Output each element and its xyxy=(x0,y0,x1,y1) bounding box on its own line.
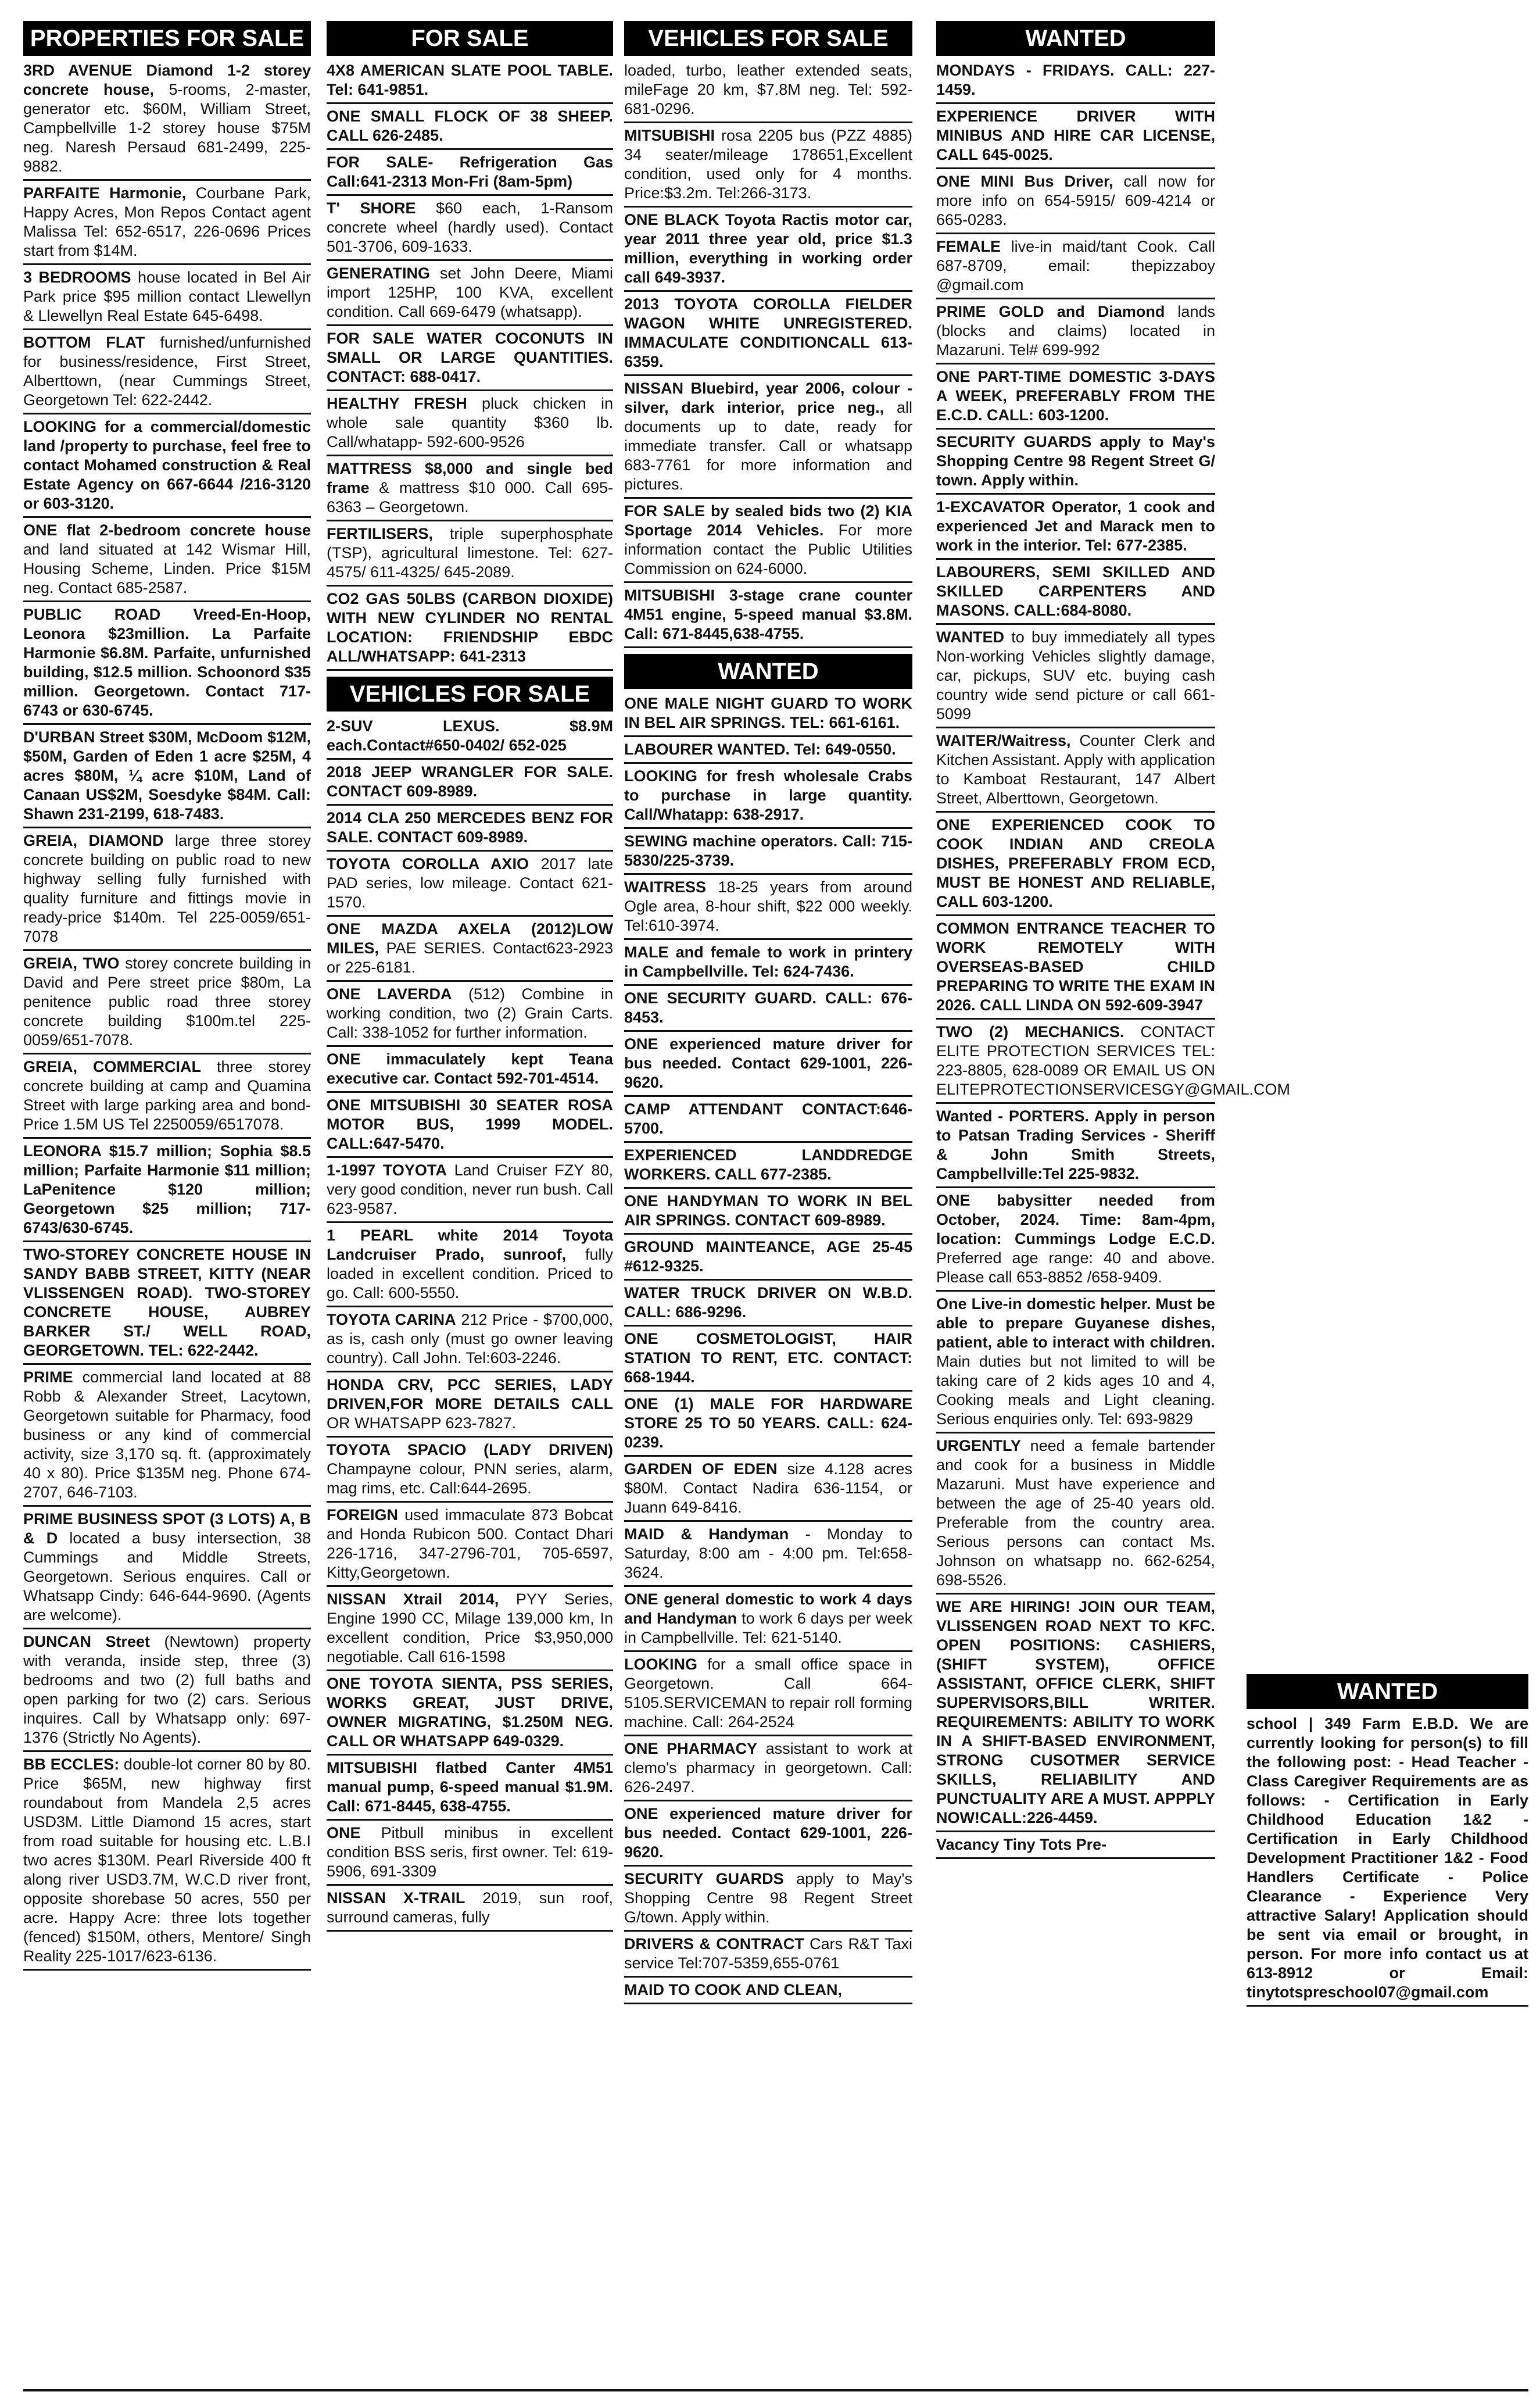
ad-lead: LABOURER WANTED. Tel: 649-0550. xyxy=(624,741,896,758)
classified-ad xyxy=(936,431,1215,495)
ad-lead: TWO (2) MECHANICS. xyxy=(936,1023,1124,1041)
ad-body: Cars R&T Taxi service Tel:707-5359,655-0761 xyxy=(624,1935,912,1972)
classified-ad xyxy=(327,1439,613,1503)
ad-lead: FOREIGN xyxy=(327,1506,399,1524)
ad-lead: MITSUBISHI 3-stage crane counter 4M51 engine, 5-speed manual $3.8M. Call: 671-8445,638-4755. xyxy=(624,587,912,642)
classified-ad xyxy=(327,151,613,196)
ad-lead: NISSAN X-TRAIL xyxy=(327,1889,465,1907)
ad-lead: ONE experienced mature driver for bus needed. Contact 629-1001, 226-9620. xyxy=(624,1805,912,1861)
classified-ad xyxy=(936,301,1215,364)
classified-ad xyxy=(23,266,311,330)
section-heading: VEHICLES FOR SALE xyxy=(624,21,912,56)
classified-ad xyxy=(327,918,613,982)
ad-lead: WE ARE HIRING! JOIN OUR TEAM, VLISSENGEN ROAD NEXT TO KFC. OPEN POSITIONS: CASHIERS, (SHIFT SYSTEM), OFFICE ASSISTANT, OFFICE CLERK, SHIFT SUPERVISORS,BILL WRITER. REQUIREMENTS: ABILITY TO WORK IN A SHIFT-BASED ENVIRONMENT, STRONG CUSOTMER SERVICE SKILLS, RELIABILITY AND PUNCTUALITY ARE A MUST. APPPLY NOW!CALL:226-4459. xyxy=(936,1598,1215,1826)
ad-lead: EXPERIENCED LANDDREDGE WORKERS. CALL 677-2385. xyxy=(624,1146,912,1183)
ad-body: assistant to work at clemo's pharmacy in georgetown. Call: 626-2497. xyxy=(624,1740,912,1796)
classified-ad xyxy=(327,105,613,150)
classified-ad xyxy=(23,1243,311,1365)
classified-ad xyxy=(936,814,1215,916)
ad-lead: 1-EXCAVATOR Operator, 1 cook and experienced Jet and Marack men to work in the interior. Tel: 677-2385. xyxy=(936,498,1215,554)
classified-ad xyxy=(624,1144,912,1189)
ad-body: 2017 late PAD series, low mileage. Contact 621-1570. xyxy=(327,855,613,911)
classified-ad xyxy=(936,496,1215,560)
ad-body: $60 each, 1-Ransom concrete wheel (hardly used). Contact 501-3706, 609-1633. xyxy=(327,199,613,255)
classified-ad xyxy=(936,1833,1215,1859)
ad-body: live-in maid/tant Cook. Call 687-8709, email: thepizzaboy @gmail.com xyxy=(936,238,1215,294)
classified-ad xyxy=(624,124,912,208)
ad-body: Courbane Park, Happy Acres, Mon Repos Contact agent Malissa Tel: 652-6517, 226-0696 Prices start from $14M. xyxy=(23,184,311,259)
ad-body: 18-25 years from around Ogle area, 8-hour shift, $22 000 weekly. Tel:610-3974. xyxy=(624,878,912,934)
classified-ad xyxy=(624,1588,912,1652)
ad-lead: FEMALE xyxy=(936,238,1001,255)
ad-lead: GARDEN OF EDEN xyxy=(624,1460,778,1478)
ad-lead: PRIME GOLD and Diamond xyxy=(936,303,1165,320)
classified-ad xyxy=(327,1224,613,1307)
ad-lead: ONE SMALL FLOCK OF 38 SHEEP. CALL 626-2485. xyxy=(327,108,613,144)
ad-body: set John Deere, Miami import 125HP, 100 KVA, excellent condition. Call 669-6479 (whatsapp). xyxy=(327,264,613,320)
ad-lead: D'URBAN Street $30M, McDoom $12M, $50M, Garden of Eden 1 acre $25M, 4 acres $80M, ¼ acre $10M, Land of Canaan US$2M, Soesdyke $84M. Call: Shawn 231-2199, 618-7483. xyxy=(23,728,311,823)
ad-body: Champayne colour, PNN series, alarm, mag rims, etc. Call:644-2695. xyxy=(327,1460,613,1497)
ad-lead: TOYOTA CARINA xyxy=(327,1311,456,1328)
ad-lead: NISSAN Bluebird, year 2006, colour - silver, dark interior, price neg., xyxy=(624,380,912,416)
ad-lead: ONE MALE NIGHT GUARD TO WORK IN BEL AIR SPRINGS. TEL: 661-6161. xyxy=(624,695,912,731)
ad-body: Preferred age range: 40 and above. Please call 653-8852 /658-9409. xyxy=(936,1249,1215,1286)
classified-ad xyxy=(23,1056,311,1139)
classified-ad xyxy=(327,1309,613,1372)
classified-ad xyxy=(327,392,613,456)
ad-body: three storey concrete building at camp and Quamina Street with large parking area and bond-Price 1.5M US Tel 2250059/6517078. xyxy=(23,1058,311,1133)
classified-ad xyxy=(327,1822,613,1886)
classified-ad xyxy=(327,1757,613,1821)
classified-ad xyxy=(23,331,311,414)
classified-ad xyxy=(624,738,912,764)
ad-lead: MAID TO COOK AND CLEAN, xyxy=(624,1981,842,1999)
ad-lead: TWO-STOREY CONCRETE HOUSE IN SANDY BABB STREET, KITTY (NEAR VLISSENGEN ROAD). TWO-STOREY CONCRETE HOUSE, AUBREY BARKER ST./ WELL ROAD, GEORGETOWN. TEL: 622-2442. xyxy=(23,1246,311,1359)
column-properties-for-sale xyxy=(23,21,311,2378)
classified-ad xyxy=(327,457,613,521)
classified-ad xyxy=(624,1190,912,1235)
classified-ad xyxy=(936,1105,1215,1188)
ad-list xyxy=(23,59,311,1971)
classified-ad xyxy=(936,1596,1215,1832)
ad-lead: ONE flat 2-bedroom concrete house xyxy=(23,521,311,539)
ad-lead: EXPERIENCE DRIVER WITH MINIBUS AND HIRE CAR LICENSE, CALL 645-0025. xyxy=(936,108,1215,163)
classified-ad xyxy=(624,941,912,986)
ad-lead: WANTED xyxy=(936,628,1004,646)
classified-ad xyxy=(327,1094,613,1158)
classified-ad xyxy=(23,182,311,265)
ad-body: located a busy intersection, 38 Cummings and Middle Streets, Georgetown. Serious enquires. Call or Whatsapp Cindy: 646-644-9690. (Agents are welcome). xyxy=(23,1529,311,1624)
ad-list xyxy=(936,59,1291,1859)
classified-ad xyxy=(936,730,1215,813)
ad-lead: ONE experienced mature driver for bus needed. Contact 629-1001, 226-9620. xyxy=(624,1035,912,1091)
ad-lead: ONE BLACK Toyota Ractis motor car, year 2011 three year old, price $1.3 million, everything in working order call 649-3937. xyxy=(624,211,912,286)
classified-ad xyxy=(624,987,912,1032)
classified-ad xyxy=(624,209,912,292)
ad-body: CONTACT ELITE PROTECTION SERVICES TEL: 223-8805, 628-0089 OR EMAIL US ON ELITEPROTECTIONSERVICESGY@GMAIL.COM xyxy=(936,1023,1291,1098)
ad-list-wanted xyxy=(624,692,912,2004)
classified-ad xyxy=(624,1933,912,1978)
ad-lead: MAID & Handyman xyxy=(624,1525,789,1543)
ad-lead: LOOKING for a commercial/domestic land /property to purchase, feel free to contact Mohamed construction & Real Estate Agency on 667-6644 /216-3120 or 603-3120. xyxy=(23,418,311,512)
ad-body: large three storey concrete building on public road to new highway selling fully furnished with quality furniture and fittings movie in ready-price $140m. Tel 225-0059/651-7078 xyxy=(23,832,311,945)
ad-lead: ONE LAVERDA xyxy=(327,985,452,1003)
ad-body: Pitbull minibus in excellent condition BSS seris, first owner. Tel: 619-5906, 691-3309 xyxy=(327,1824,613,1880)
ad-lead: PRIME xyxy=(23,1368,73,1386)
classified-ad xyxy=(23,1140,311,1242)
ad-body: pluck chicken in whole sale quantity $360 lb. Call/whatapp- 592-600-9526 xyxy=(327,395,613,451)
ad-body: call now for more info on 654-5915/ 609-4214 or 665-0283. xyxy=(936,173,1216,228)
section-heading: FOR SALE xyxy=(327,21,613,56)
classified-ad xyxy=(624,1738,912,1801)
ad-lead: Wanted - PORTERS. Apply in person to Patsan Trading Services - Sheriff & John Smith Streets, Campbellville:Tel 225-9832. xyxy=(936,1107,1215,1182)
classified-ad xyxy=(936,626,1215,728)
ad-body: Land Cruiser FZY 80, very good condition, never run bush. Call 623-9587. xyxy=(327,1161,614,1217)
classified-ad xyxy=(23,1753,311,1971)
ad-lead: SECURITY GUARDS apply to May's Shopping Centre 98 Regent Street G/ town. Apply within. xyxy=(936,433,1215,489)
ad-body: OR WHATSAPP 623-7827. xyxy=(327,1414,517,1432)
ad-lead: ONE PHARMACY xyxy=(624,1740,758,1757)
ad-body: rosa 2205 bus (PZZ 4885) 34 seater/mileage 178651,Excellent condition, used only for 4 months. Price:$3.2m. Tel:266-3173. xyxy=(624,127,912,202)
ad-body: all documents up to date, ready for immediate transfer. Call or whatsapp 683-7761 for more information and pictures. xyxy=(624,399,912,493)
classified-ad xyxy=(327,1374,613,1438)
ad-lead: ONE SECURITY GUARD. CALL: 676-8453. xyxy=(624,989,912,1026)
classified-ad xyxy=(624,765,912,829)
ad-lead: ONE MINI Bus Driver, xyxy=(936,173,1113,190)
ad-lead: 2018 JEEP WRANGLER FOR SALE. CONTACT 609-8989. xyxy=(327,763,613,800)
classified-ad xyxy=(23,1508,311,1629)
ad-body: Main duties but not limited to will be taking care of 2 kids ages 10 and 4, Cooking meals and Light cleaning. Serious enquiries only. Tel: 693-9829 xyxy=(936,1353,1215,1428)
ad-body: apply to May's Shopping Centre 98 Regent Street G/town. Apply within. xyxy=(624,1870,912,1926)
section-heading: WANTED xyxy=(936,21,1215,56)
ad-lead: MALE and female to work in printery in Campbellville. Tel: 624-7436. xyxy=(624,943,912,980)
classified-ad xyxy=(327,197,613,261)
ad-lead: 1-1997 TOYOTA xyxy=(327,1161,447,1179)
ad-lead: SECURITY GUARDS xyxy=(624,1870,784,1887)
ad-lead: 3RD AVENUE Diamond 1-2 storey concrete house, xyxy=(23,62,311,98)
classified-ad xyxy=(327,715,613,760)
ad-lead: MITSUBISHI flatbed Canter 4M51 manual pump, 6-speed manual $1.9M. Call: 671-8445, 638-4755. xyxy=(327,1759,613,1815)
ad-body: PYY Series, Engine 1990 CC, Milage 139,000 km, In excellent condition, Price $3,950,000 negotiable. Call 616-1598 xyxy=(327,1590,613,1665)
classified-ad xyxy=(936,1435,1215,1595)
classified-ad xyxy=(327,853,613,917)
ad-lead: ONE MITSUBISHI 30 SEATER ROSA MOTOR BUS, 1999 MODEL. CALL:647-5470. xyxy=(327,1096,613,1152)
ad-lead: Vacancy Tiny Tots Pre- xyxy=(936,1836,1107,1853)
ad-lead: ONE COSMETOLOGIST, HAIR STATION TO RENT, ETC. CONTACT: 668-1944. xyxy=(624,1330,912,1386)
classified-ad xyxy=(936,1189,1215,1292)
ad-lead: 2-SUV LEXUS. $8.9M each.Contact#650-0402/ 652-025 xyxy=(327,717,613,754)
ad-list xyxy=(624,59,912,648)
classified-ad xyxy=(624,1868,912,1932)
classified-ad xyxy=(624,377,912,499)
classified-ad xyxy=(327,1588,613,1671)
classified-ad xyxy=(624,1328,912,1392)
classified-ad xyxy=(624,1236,912,1281)
ad-lead: ONE babysitter needed from October, 2024. Time: 8am-4pm, location: Cummings Lodge E.C.D. xyxy=(936,1192,1215,1247)
classified-ad xyxy=(624,830,912,875)
ad-lead: 4X8 AMERICAN SLATE POOL TABLE. Tel: 641-9851. xyxy=(327,62,613,98)
section-heading-vehicles: VEHICLES FOR SALE xyxy=(327,677,613,712)
ad-body: 5-rooms, 2-master, generator etc. $60M, William Street, Campbellville 1-2 storey house $75M neg. Naresh Persaud 681-2499, 225-9882. xyxy=(23,81,311,175)
ad-body: For more information contact the Public Utilities Commission on 624-6000. xyxy=(624,521,912,577)
ad-lead: PARFAITE Harmonie, xyxy=(23,184,187,202)
classified-ad xyxy=(23,952,311,1054)
classified-ad xyxy=(936,366,1215,430)
ad-lead: 2013 TOYOTA COROLLA FIELDER WAGON WHITE UNREGISTERED. IMMACULATE CONDITIONCALL 613-6359. xyxy=(624,295,912,370)
ad-lead: GREIA, DIAMOND xyxy=(23,832,164,849)
classified-ad xyxy=(23,416,311,518)
classified-ad xyxy=(624,1979,912,2004)
ad-list xyxy=(327,59,613,671)
classified-ad xyxy=(624,500,912,583)
ad-lead: ONE HANDYMAN TO WORK IN BEL AIR SPRINGS. CONTACT 609-8989. xyxy=(624,1192,912,1229)
classified-ad xyxy=(327,1672,613,1756)
ad-lead: ONE EXPERIENCED COOK TO COOK INDIAN AND CREOLA DISHES, PREFERABLY FROM ECD, MUST BE HONEST AND RELIABLE, CALL 603-1200. xyxy=(936,816,1215,910)
classified-ad xyxy=(23,1366,311,1507)
classified-ad xyxy=(936,59,1215,104)
ad-lead: WATER TRUCK DRIVER ON W.B.D. CALL: 686-9296. xyxy=(624,1284,912,1321)
ad-lead: One Live-in domestic helper. Must be able to prepare Guyanese dishes, patient, able to interact with children. xyxy=(936,1295,1215,1351)
ad-body: for a small office space in Georgetown. Call 664-5105.SERVICEMAN to repair roll forming machine. Call: 264-2524 xyxy=(624,1656,912,1731)
ad-body: and land situated at 142 Wismar Hill, Housing Scheme, Linden. Price $15M neg. Contact 685-2587. xyxy=(23,541,311,596)
ad-lead: ONE MAZDA AXELA (2012)LOW MILES, xyxy=(327,920,613,957)
ad-lead: NISSAN Xtrail 2014, xyxy=(327,1590,499,1608)
ad-lead: PUBLIC ROAD Vreed-En-Hoop, Leonora $23million. La Parfaite Harmonie $6.8M. Parfaite, unfurnished building, $12.5 million. Schoonord $35 million. Georgetown. Contact 717-6743 or 630-6745. xyxy=(23,606,311,719)
ad-list xyxy=(1247,1713,1528,2007)
ad-lead: BOTTOM FLAT xyxy=(23,334,145,351)
classified-ad xyxy=(624,876,912,940)
classified-ad xyxy=(624,1033,912,1097)
ad-body: double-lot corner 80 by 80. Price $65M, new highway first roundabout from Mandela 2,5 acres USD3M. Little Diamond 15 acres, start from road suitable for housing etc. L.B.I two acres $130M. Pearl Riverside 400 ft along river USD3.7M, W.C.D river front, opposite shorebase 50 acres, 550 per acre. Happy Acre: three lots together (fenced) $150M, others, Mentore/ Singh Reality 225-1017/623-6136. xyxy=(23,1756,311,1965)
ad-body: fully loaded in excellent condition. Priced to go. Call: 600-5550. xyxy=(327,1246,613,1302)
classified-ad xyxy=(624,293,912,376)
ad-lead: LABOURERS, SEMI SKILLED AND SKILLED CARPENTERS AND MASONS. CALL:684-8080. xyxy=(936,563,1215,619)
ad-lead: LOOKING xyxy=(624,1656,697,1673)
ad-body: furnished/unfurnished for business/residence, First Street, Alberttown, (near Cummings Street, Georgetown Tel: 622-2442. xyxy=(23,334,311,409)
classified-ad xyxy=(327,523,613,587)
ad-lead: DRIVERS & CONTRACT xyxy=(624,1935,804,1953)
classified-ad xyxy=(624,1803,912,1867)
column-wanted-continued xyxy=(1247,1674,1528,2378)
ad-body: house located in Bel Air Park price $95 million contact Llewellyn & Llewellyn Real Estate 645-6498. xyxy=(23,269,311,324)
ad-lead: DUNCAN Street xyxy=(23,1633,150,1650)
section-heading: WANTED xyxy=(1247,1674,1528,1709)
ad-lead: ONE immaculately kept Teana executive car. Contact 592-701-4514. xyxy=(327,1050,613,1087)
ad-lead: HONDA CRV, PCC SERIES, LADY DRIVEN,FOR MORE DETAILS CALL xyxy=(327,1376,613,1413)
ad-body: PAE SERIES. Contact623-2923 or 225-6181. xyxy=(327,939,613,976)
ad-lead: BB ECCLES: xyxy=(23,1756,120,1773)
ad-lead: ONE xyxy=(327,1824,361,1842)
classified-ad xyxy=(23,603,311,725)
ad-lead: FERTILISERS, xyxy=(327,525,434,542)
classified-ad xyxy=(936,105,1215,169)
classified-ad xyxy=(23,519,311,602)
classified-ad xyxy=(936,917,1215,1020)
ad-lead: GROUND MAINTEANCE, AGE 25-45 #612-9325. xyxy=(624,1238,912,1275)
ad-lead: MATTRESS $8,000 and single bed frame xyxy=(327,460,613,496)
ad-lead: WAITRESS xyxy=(624,878,707,896)
section-heading-wanted: WANTED xyxy=(624,654,912,689)
classified-ad xyxy=(327,1887,613,1932)
classified-ad xyxy=(23,726,311,828)
ad-lead: ONE (1) MALE FOR HARDWARE STORE 25 TO 50 YEARS. CALL: 624-0239. xyxy=(624,1395,912,1451)
ad-lead: URGENTLY xyxy=(936,1437,1022,1454)
ad-lead: 1 PEARL white 2014 Toyota Landcruiser Prado, sunroof, xyxy=(327,1227,613,1263)
classified-ad xyxy=(327,588,613,671)
ad-body: to buy immediately all types Non-working Vehicles slightly damage, car, pickups, SUV etc. buying cash country wide send picture or call 661-5099 xyxy=(936,628,1215,723)
classified-ad xyxy=(327,59,613,104)
ad-body: to work 6 days per week in Campbellville. Tel: 621-5140. xyxy=(624,1610,912,1646)
ad-lead: ONE TOYOTA SIENTA, PSS SERIES, WORKS GREAT, JUST DRIVE, OWNER MIGRATING, $1.250M NEG. CALL OR WHATSAPP 649-0329. xyxy=(327,1675,613,1750)
ad-body: commercial land located at 88 Robb & Alexander Street, Lacytown, Georgetown suitable for Pharmacy, food business or any kind of commercial activity, size 3,170 sq. ft. (approximately 40 x 80). Price $135M neg. Phone 674-2707, 646-7103. xyxy=(23,1368,311,1501)
column-vehicles-wanted xyxy=(624,21,912,2378)
classified-ad xyxy=(936,561,1215,625)
ad-lead: TOYOTA SPACIO (LADY DRIVEN) xyxy=(327,1441,613,1458)
ad-lead: FOR SALE- Refrigeration Gas Call:641-2313 Mon-Fri (8am-5pm) xyxy=(327,153,613,190)
classified-ad xyxy=(327,807,613,852)
ad-lead: PRIME BUSINESS SPOT (3 LOTS) A, B & D xyxy=(23,1510,311,1547)
ad-body: 212 Price - $700,000, as is, cash only (must go owner leaving country). Call John. Tel:603-2246. xyxy=(327,1311,613,1367)
ad-lead: LEONORA $15.7 million; Sophia $8.5 million; Parfaite Harmonie $11 million; LaPenitence $120 million; Georgetown $25 million; 717-6743/630-6745. xyxy=(23,1142,311,1236)
classified-ad xyxy=(1247,1713,1528,2007)
classified-ad xyxy=(624,584,912,648)
ad-lead: WAITER/Waitress, xyxy=(936,732,1071,749)
ad-body: (Newtown) property with veranda, inside step, three (3) bedrooms and two (2) full baths and open parking for two (2) cars. Serious inquires. Call by Whatsapp only: 697-1376 (Strictly No Agents). xyxy=(23,1633,311,1746)
classified-ad xyxy=(624,59,912,123)
ad-lead: school | 349 Farm E.B.D. We are currently looking for person(s) to fill the following post: - Head Teacher - Class Caregiver Requirements are as follows: - Certification in Early Childhood Education 1&2 - Certification in Early Childhood Development Practitioner 1&2 - Food Handlers Certificate - Police Clearance - Experience Very attractive Salary! Application should be sent via email or brought, in person. For more info contact us at 613-8912 or Email: tinytotspreschool07@gmail.com xyxy=(1247,1715,1528,2001)
ad-body: Counter Clerk and Kitchen Assistant. Apply with application to Kamboat Restaurant, 147 Albert Street, Alberttown, Georgetown. xyxy=(936,732,1215,807)
classified-ad xyxy=(624,1098,912,1143)
classified-ad xyxy=(327,262,613,326)
ad-lead: MONDAYS - FRIDAYS. CALL: 227-1459. xyxy=(936,62,1215,98)
classified-ad xyxy=(327,327,613,391)
ad-body: need a female bartender and cook for a business in Middle Mazaruni. Must have experience and between the age of 25-40 years old. Preferable from the country area. Serious persons can contact Ms. Johnson on whatsapp no. 662-6254, 698-5526. xyxy=(936,1437,1215,1589)
section-heading: PROPERTIES FOR SALE xyxy=(23,21,311,56)
bottom-rule xyxy=(23,2389,1528,2391)
classified-ad xyxy=(327,1159,613,1223)
ad-lead: COMMON ENTRANCE TEACHER TO WORK REMOTELY WITH OVERSEAS-BASED CHILD PREPARING TO WRITE THE EXAM IN 2026. CALL LINDA ON 592-609-3947 xyxy=(936,920,1215,1014)
ad-lead: FOR SALE WATER COCONUTS IN SMALL OR LARGE QUANTITIES. CONTACT: 688-0417. xyxy=(327,330,613,385)
classified-ad xyxy=(936,1021,1291,1104)
classified-ad xyxy=(624,1653,912,1736)
ad-lead: GENERATING xyxy=(327,264,431,282)
ad-list-vehicles xyxy=(327,715,613,1932)
classified-ad xyxy=(624,1393,912,1457)
ad-lead: T' SHORE xyxy=(327,199,416,217)
classified-ad xyxy=(624,692,912,737)
ad-body: lands (blocks and claims) located in Mazaruni. Tel# 699-992 xyxy=(936,303,1215,359)
classified-ad xyxy=(23,830,311,951)
classified-ad xyxy=(327,761,613,806)
classified-ad xyxy=(624,1523,912,1587)
classified-ad xyxy=(936,170,1215,234)
ad-lead: GREIA, COMMERCIAL xyxy=(23,1058,201,1075)
ad-body: loaded, turbo, leather extended seats, mileFage 20 km, $7.8M neg. Tel: 592-681-0296. xyxy=(624,62,912,117)
ad-lead: CO2 GAS 50LBS (CARBON DIOXIDE) WITH NEW CYLINDER NO RENTAL LOCATION: FRIENDSHIP EBDC ALL/WHATSAPP: 641-2313 xyxy=(327,590,613,665)
classified-ad xyxy=(624,1458,912,1522)
classified-ad xyxy=(327,1504,613,1587)
ad-body: size 4.128 acres $80M. Contact Nadira 636-1154, or Juann 649-8416. xyxy=(624,1460,912,1516)
ad-lead: TOYOTA COROLLA AXIO xyxy=(327,855,529,873)
ad-lead: GREIA, TWO xyxy=(23,954,120,972)
classified-ad xyxy=(936,1293,1215,1433)
classified-ad xyxy=(327,1048,613,1093)
column-wanted xyxy=(936,21,1291,2378)
ad-lead: 3 BEDROOMS xyxy=(23,269,131,286)
ad-body: (512) Combine in working condition, two (2) Grain Carts. Call: 338-1052 for further information. xyxy=(327,985,613,1041)
classified-ad xyxy=(936,235,1215,299)
classified-ad xyxy=(327,983,613,1047)
ad-lead: CAMP ATTENDANT CONTACT:646-5700. xyxy=(624,1100,912,1137)
classified-ad xyxy=(624,1282,912,1327)
ad-lead: ONE PART-TIME DOMESTIC 3-DAYS A WEEK, PREFERABLY FROM THE E.C.D. CALL: 603-1200. xyxy=(936,368,1215,424)
ad-lead: LOOKING for fresh wholesale Crabs to purchase in large quantity. Call/Whatapp: 638-2917. xyxy=(624,767,912,823)
classified-ad xyxy=(23,1631,311,1752)
ad-body: storey concrete building in David and Pere street price $80m, La penitence public road three storey concrete building $100m.tel 225-0059/651-7078. xyxy=(23,954,311,1049)
ad-lead: MITSUBISHI xyxy=(624,127,715,144)
ad-body: triple superphosphate (TSP), agricultural limestone. Tel: 627-4575/ 611-4325/ 645-2089. xyxy=(327,525,613,581)
ad-lead: 2014 CLA 250 MERCEDES BENZ FOR SALE. CONTACT 609-8989. xyxy=(327,809,613,846)
ad-lead: FOR SALE by sealed bids two (2) KIA Sportage 2014 Vehicles. xyxy=(624,502,912,539)
ad-lead: ONE general domestic to work 4 days and Handyman xyxy=(624,1590,912,1627)
column-for-sale xyxy=(327,21,613,2378)
ad-lead: SEWING machine operators. Call: 715-5830/225-3739. xyxy=(624,832,912,869)
ad-body: & mattress $10 000. Call 695-6363 – Georgetown. xyxy=(327,479,613,516)
ad-lead: HEALTHY FRESH xyxy=(327,395,467,412)
ad-body: 2019, sun roof, surround cameras, fully xyxy=(327,1889,613,1926)
ad-body: used immaculate 873 Bobcat and Honda Rubicon 500. Contact Dhari 226-1716, 347-2796-701, 705-6597, Kitty,Georgetown. xyxy=(327,1506,613,1581)
ad-body: - Monday to Saturday, 8:00 am - 4:00 pm. Tel:658-3624. xyxy=(624,1525,912,1581)
classified-ad xyxy=(23,59,311,181)
